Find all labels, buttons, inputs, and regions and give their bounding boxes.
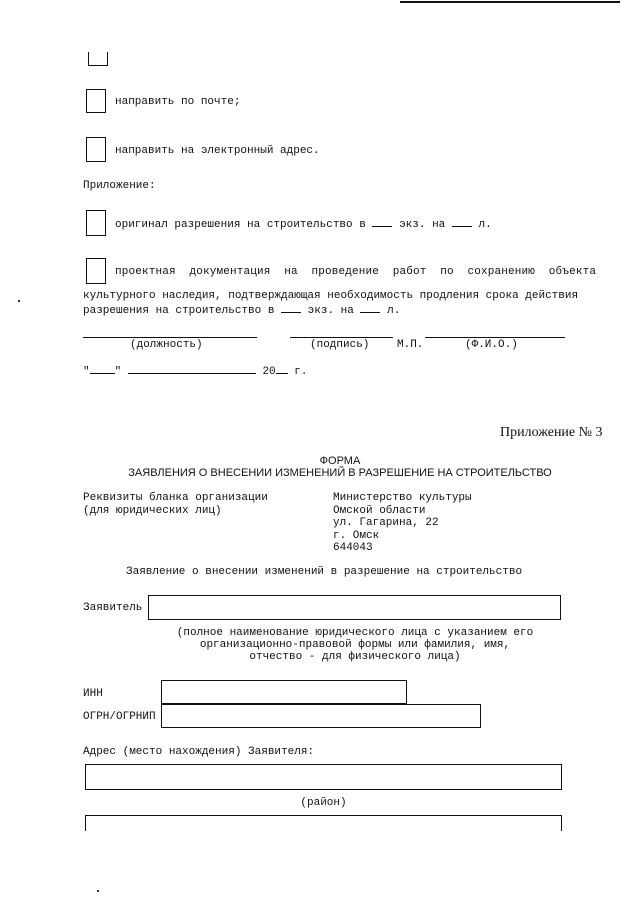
form-title: ФОРМА <box>319 455 361 467</box>
applicant-input[interactable] <box>148 595 561 620</box>
project-line3-c: л. <box>387 305 401 317</box>
project-line3 <box>83 303 400 317</box>
original-text <box>115 217 492 231</box>
fio-line[interactable] <box>425 337 565 338</box>
ogrn-label: ОГРН/ОГРНИП <box>83 711 156 723</box>
applicant-label: Заявитель <box>83 602 143 614</box>
option-email-label: направить на электронный адрес. <box>115 145 320 157</box>
checkbox-original[interactable] <box>86 210 106 236</box>
year-suffix: г. <box>294 366 308 378</box>
inn-label: ИНН <box>83 688 103 700</box>
signature-caption: (подпись) <box>310 339 370 351</box>
date-quote-close: " <box>114 366 122 378</box>
recipient-line1: Министерство культуры <box>333 492 472 504</box>
original-sheets-blank[interactable] <box>452 217 472 227</box>
original-text-b: экз. на <box>399 219 446 231</box>
original-copies-blank[interactable] <box>372 217 392 227</box>
stamp-caption: М.П. <box>397 339 424 351</box>
option-mail-label: направить по почте; <box>115 96 241 108</box>
project-line2: культурного наследия, подтверждающая необходимость продления срока действия <box>83 290 579 302</box>
signature-line[interactable] <box>290 337 393 338</box>
recipient-line5: 644043 <box>333 542 373 554</box>
recipient-line3: ул. Гагарина, 22 <box>333 517 439 529</box>
year-blank[interactable] <box>276 364 288 374</box>
project-line3-b: экз. на <box>307 305 354 317</box>
scan-artifact-top <box>400 1 620 3</box>
address-district-input[interactable] <box>85 815 562 831</box>
applicant-hint1: (полное наименование юридического лица с указанием его <box>176 627 534 639</box>
applicant-hint2: организационно-правовой формы или фамилия, имя, <box>199 639 511 651</box>
project-sheets-blank[interactable] <box>360 303 380 313</box>
position-line[interactable] <box>83 337 257 338</box>
district-hint: (район) <box>300 797 347 809</box>
position-caption: (должность) <box>130 339 203 351</box>
original-text-a: оригинал разрешения на строительство в <box>115 219 366 231</box>
checkbox-mail[interactable] <box>86 89 106 113</box>
date-row <box>83 364 307 378</box>
checkbox-fragment <box>88 52 108 66</box>
address-region-input[interactable] <box>85 764 562 790</box>
appendix-label: Приложение № 3 <box>500 425 603 440</box>
form-title-full: ЗАЯВЛЕНИЯ О ВНЕСЕНИИ ИЗМЕНЕНИЙ В РАЗРЕШЕНИЕ НА СТРОИТЕЛЬСТВО <box>128 467 552 479</box>
letterhead-left2: (для юридических лиц) <box>83 505 222 517</box>
form-subtitle: Заявление о внесении изменений в разрешение на строительство <box>126 566 523 578</box>
project-line3-a: разрешения на строительство в <box>83 305 275 317</box>
day-blank[interactable] <box>90 364 115 374</box>
letterhead-left1: Реквизиты бланка организации <box>83 492 268 504</box>
checkbox-email[interactable] <box>86 137 106 162</box>
recipient-line4: г. Омск <box>333 530 380 542</box>
scan-speck-left <box>18 300 20 302</box>
ogrn-input[interactable] <box>161 704 481 728</box>
project-copies-blank[interactable] <box>281 303 301 313</box>
scan-speck-bottom <box>97 890 99 892</box>
address-label: Адрес (место нахождения) Заявителя: <box>83 746 315 758</box>
checkbox-project[interactable] <box>86 258 106 284</box>
project-line1: проектная документация на проведение работ по сохранению объекта <box>115 266 597 278</box>
month-blank[interactable] <box>128 364 256 374</box>
fio-caption: (Ф.И.О.) <box>465 339 518 351</box>
recipient-line2: Омской области <box>333 505 426 517</box>
inn-input[interactable] <box>161 680 407 704</box>
attachment-heading: Приложение: <box>83 180 156 192</box>
applicant-hint3: отчество - для физического лица) <box>249 651 461 663</box>
date-quote-open: " <box>83 366 90 378</box>
year-prefix: 20 <box>262 366 276 378</box>
original-text-c: л. <box>478 219 492 231</box>
